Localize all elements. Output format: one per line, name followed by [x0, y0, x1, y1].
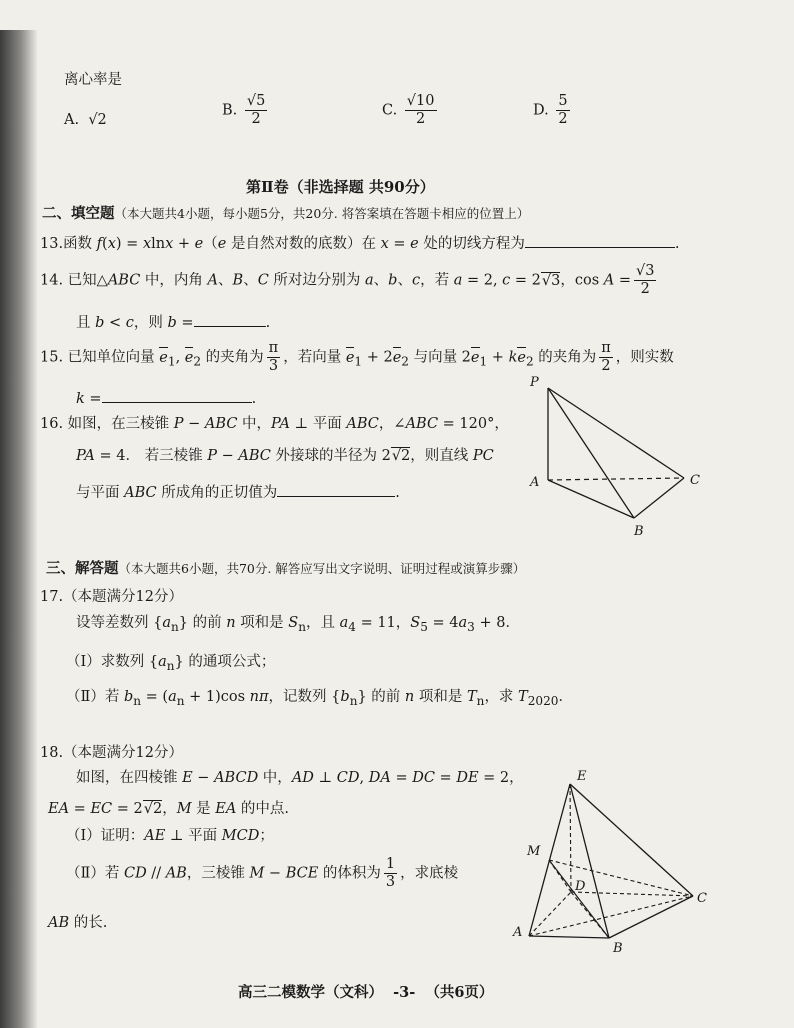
- label-E: E: [577, 769, 587, 784]
- section2-header: [42, 205, 529, 223]
- pyramid-figure: [505, 768, 715, 958]
- q12-tail: 离心率是: [64, 72, 122, 88]
- option-d: [533, 93, 573, 128]
- label-A: A: [530, 475, 540, 490]
- part2-title: 第Ⅱ卷（非选择题 共90分）: [246, 178, 435, 196]
- question-16: 16. 如图，在三棱锥 P − ABC 中，PA ⊥ 平面 ABC，∠ABC = 120°，: [40, 416, 509, 432]
- section3-note: （本大题共6小题，共70分. 解答应写出文字说明、证明过程或演算步骤）: [118, 561, 526, 576]
- label-B: B: [634, 524, 644, 539]
- question-15: 15. 已知单位向量 $e_1$, $e_2$ 的夹角为 $\frac{\pi}{3}$ ，若向量 $e_1 + 2e_2$ 与向量 $2e_1 + ke_2$ 的夹角为 $\frac{\pi}{2}$ ，则实数: [40, 340, 674, 374]
- section2-note: （本大题共4小题，每小题5分，共20分. 将答案填在答题卡相应的位置上）: [114, 206, 530, 221]
- fraction-numerator: 5: [558, 93, 568, 109]
- fraction-denominator: 2: [416, 111, 426, 127]
- label-C: C: [697, 891, 707, 906]
- option-value: √2: [88, 112, 107, 128]
- question-17-stem: 设等差数列 $\{a_n\}$ 的前 n 项和是 $S_n$，且 $a_4 = 11$，$S_5 = 4a_3 + 8$．: [76, 615, 520, 634]
- tetrahedron-figure: [520, 370, 720, 540]
- scan-binding-shadow: [0, 30, 38, 1028]
- question-18-stem: 如图，在四棱锥 E − ABCD 中，AD ⊥ CD, DA = DC = DE = 2，: [76, 770, 524, 786]
- fraction-denominator: 2: [251, 111, 261, 127]
- fraction-numerator: √5: [246, 93, 266, 109]
- question-number: 16.: [40, 416, 64, 432]
- scan-corner: [0, 0, 30, 30]
- fraction-numerator: √10: [406, 93, 435, 109]
- question-number: 15.: [40, 349, 64, 366]
- question-17-part2: （Ⅱ）若 $b_n = (a_n + 1)\cos$ nπ，记数列 $\{b_n\}$ 的前 n 项和是 $T_n$，求 $T_{2020}$．: [66, 689, 573, 708]
- question-18-header: 18.（本题满分12分）: [40, 745, 184, 761]
- label-M: M: [527, 844, 541, 859]
- option-letter: A.: [64, 112, 80, 128]
- fraction-denominator: 2: [558, 111, 568, 127]
- question-13: 13.函数 f(x) = xlnx + e（e 是自然对数的底数）在 x = e 处的切线方程为 .: [40, 233, 679, 253]
- option-letter: B.: [222, 102, 238, 119]
- label-B: B: [613, 941, 623, 956]
- question-16-line3: 与平面 ABC 所成角的正切值为 .: [76, 482, 400, 502]
- option-c: [382, 93, 440, 128]
- question-14: 14. 已知△ABC 中，内角 A、B、C 所对边分别为 a、b、c，若 a = 2, c = 2√3，cos A = $\frac{√3}{2}$: [40, 263, 655, 297]
- section3-title: 三、解答题: [46, 560, 119, 577]
- question-17-part1: （Ⅰ）求数列 $\{a_n\}$ 的通项公式；: [66, 654, 276, 673]
- option-b: [222, 93, 270, 128]
- question-number: 13.: [40, 236, 64, 252]
- label-A: A: [513, 925, 523, 940]
- question-17-header: 17.（本题满分12分）: [40, 589, 184, 605]
- section2-title: 二、填空题: [42, 205, 115, 222]
- question-14-line2: 且 b < c，则 b = .: [76, 312, 270, 332]
- label-P: P: [530, 375, 539, 390]
- option-letter: D.: [533, 102, 549, 119]
- question-15-line2: k = .: [76, 388, 256, 408]
- question-16-line2: PA = 4． 若三棱锥 P − ABC 外接球的半径为 2√2，则直线 PC: [76, 448, 494, 464]
- question-18-line4: AB 的长.: [48, 915, 108, 931]
- option-letter: C.: [382, 102, 398, 119]
- question-18-stem2: EA = EC = 2√2，M 是 EA 的中点.: [48, 801, 290, 817]
- question-18-part2: （Ⅱ）若 CD // AB，三棱锥 M − BCE 的体积为 $\frac{1}{3}$ ，求底棱: [66, 856, 459, 890]
- page-footer: 高三二模数学（文科） -3- （共6页）: [238, 984, 494, 1001]
- option-a: [64, 111, 107, 129]
- label-D: D: [575, 879, 586, 894]
- question-number: 14.: [40, 272, 64, 289]
- question-18-part1: （Ⅰ）证明：AE ⊥ 平面 MCD；: [66, 828, 274, 844]
- label-C: C: [690, 473, 700, 488]
- section3-header: [46, 560, 525, 578]
